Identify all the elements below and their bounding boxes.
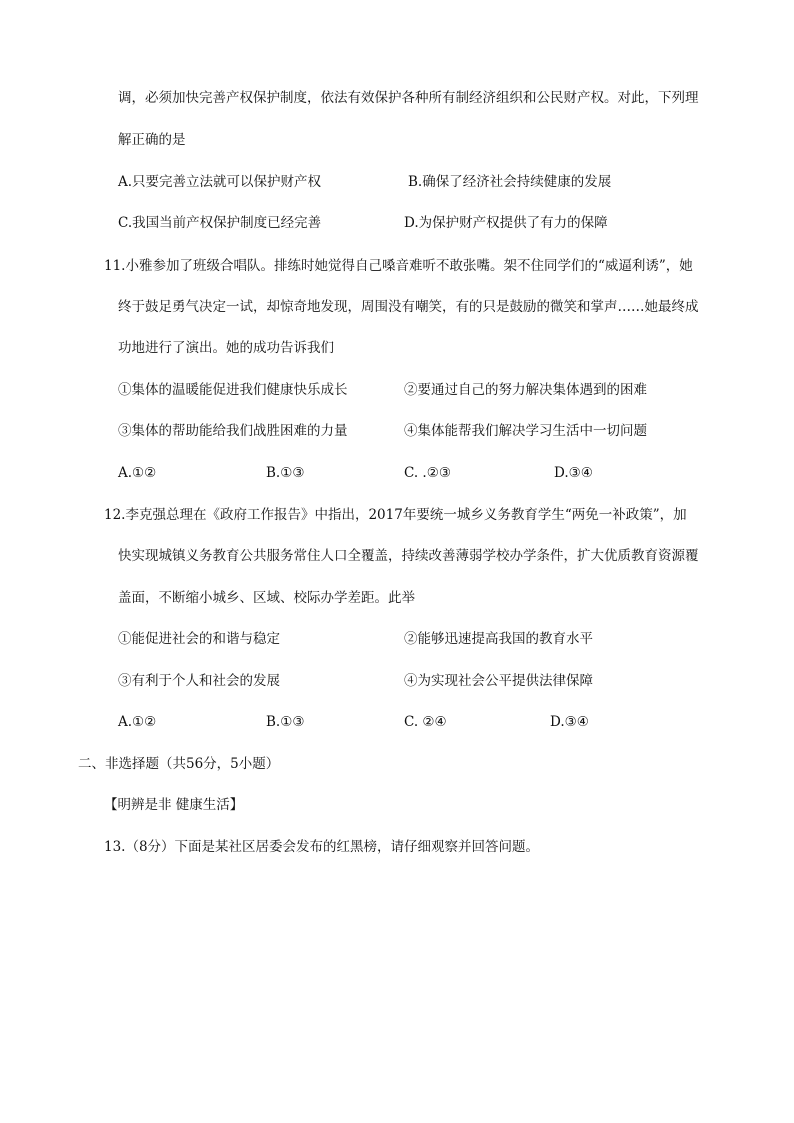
q10-option-a: A.只要完善立法就可以保护财产权 <box>118 174 322 190</box>
section-2-title: 二、非选择题（共56分，5小题） <box>78 756 280 772</box>
q10-option-b: B.确保了经济社会持续健康的发展 <box>408 174 612 190</box>
q12-option-a: A.①② <box>118 714 157 730</box>
q12-text-line-3: 盖面，不断缩小城乡、区域、校际办学差距。此举 <box>118 590 415 606</box>
q11-statement-2: ②要通过自己的努力解决集体遇到的困难 <box>404 382 647 398</box>
q12-statement-2: ②能够迅速提高我国的教育水平 <box>404 631 593 647</box>
q11-statement-1: ①集体的温暖能促进我们健康快乐成长 <box>118 382 348 398</box>
q12-option-c: C. ②④ <box>404 714 447 730</box>
q11-text-line-1: 11.小雅参加了班级合唱队。排练时她觉得自己嗓音难听不敢张嘴。架不住同学们的“威逼利诱”，她 <box>104 258 693 274</box>
q11-statement-4: ④集体能帮我们解决学习生活中一切问题 <box>404 423 647 439</box>
q12-text-line-2: 快实现城镇义务教育公共服务常住人口全覆盖，持续改善薄弱学校办学条件，扩大优质教育资源覆 <box>118 548 699 564</box>
q10-text-line-2: 解正确的是 <box>118 132 186 148</box>
q12-statement-3: ③有利于个人和社会的发展 <box>118 673 280 689</box>
q11-option-d: D.③④ <box>554 465 593 481</box>
q11-option-c: C. .②③ <box>404 465 451 481</box>
section-2-subtitle: 【明辨是非 健康生活】 <box>104 797 244 813</box>
q12-text-line-1: 12.李克强总理在《政府工作报告》中指出，2017年要统一城乡义务教育学生“两免一补政策”，加 <box>104 507 687 523</box>
q12-statement-4: ④为实现社会公平提供法律保障 <box>404 673 593 689</box>
q11-text-line-2: 终于鼓足勇气决定一试，却惊奇地发现，周围没有嘲笑，有的只是鼓励的微笑和掌声……她最终成 <box>118 299 699 315</box>
q10-option-d: D.为保护财产权提供了有力的保障 <box>404 215 608 231</box>
q11-text-line-3: 功地进行了演出。她的成功告诉我们 <box>118 340 334 356</box>
q12-option-b: B.①③ <box>266 714 305 730</box>
q12-statement-1: ①能促进社会的和谐与稳定 <box>118 631 280 647</box>
q11-option-a: A.①② <box>118 465 157 481</box>
q11-option-b: B.①③ <box>266 465 305 481</box>
q10-text-line-1: 调，必须加快完善产权保护制度，依法有效保护各种所有制经济组织和公民财产权。对此，下列理 <box>118 90 699 106</box>
q11-statement-3: ③集体的帮助能给我们战胜困难的力量 <box>118 423 348 439</box>
q10-option-c: C.我国当前产权保护制度已经完善 <box>118 215 322 231</box>
q13-text: 13.（8分）下面是某社区居委会发布的红黑榜，请仔细观察并回答问题。 <box>104 839 540 855</box>
q12-option-d: D.③④ <box>550 714 589 730</box>
